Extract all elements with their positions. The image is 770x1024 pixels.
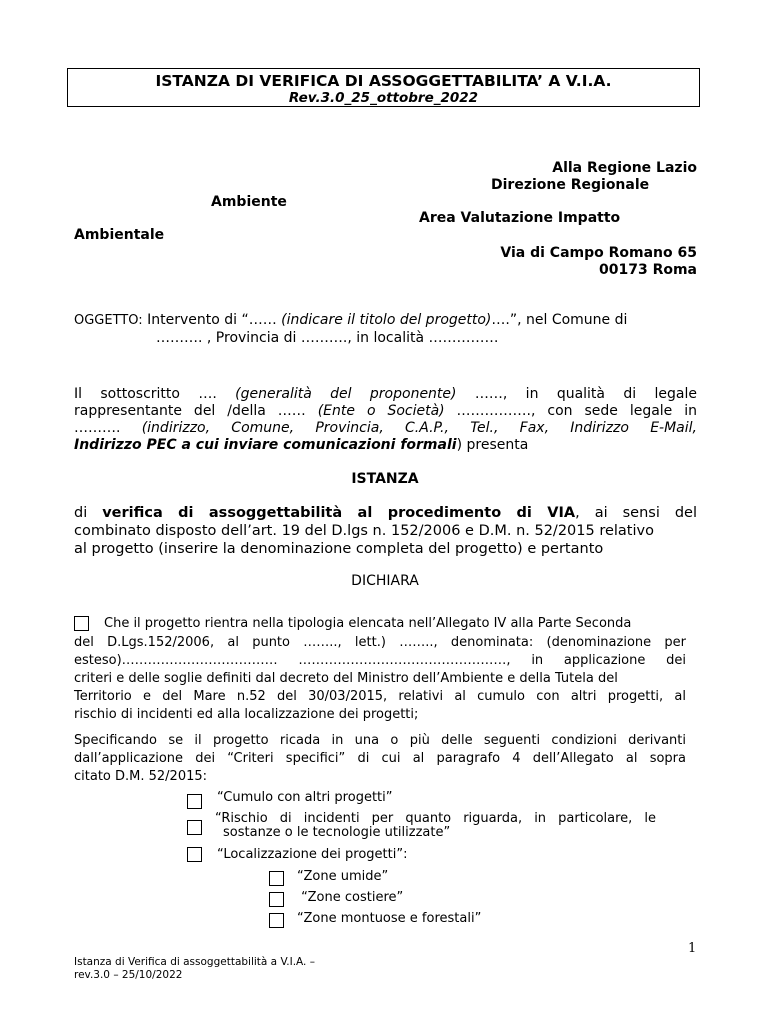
zone-umide-label: “Zone umide” [297, 869, 389, 884]
cumulo-checkbox[interactable] [187, 794, 202, 809]
declaration-line-4: criteri e delle soglie definiti dal decreto del Ministro dell’Ambiente e della Tutela del [74, 671, 618, 686]
recipient-line-5: Ambientale [74, 227, 165, 243]
dichiara-heading: DICHIARA [351, 573, 419, 589]
istanza-line-3: al progetto (inserire la denominazione completa del progetto) e pertanto [74, 541, 604, 557]
subject-line-1: OGGETTO: Intervento di “…… (indicare il titolo del progetto)….”, nel Comune di [74, 312, 628, 328]
specifying-line-2: dall’applicazione dei “Criteri specifici” di cui al paragrafo 4 dell’Allegato al sopra [74, 751, 686, 766]
rischio-label-line-1: “Rischio di incidenti per quanto riguarda, in particolare, le [215, 811, 656, 826]
zone-montuose-checkbox[interactable] [269, 913, 284, 928]
footer-line-1: Istanza di Verifica di assoggettabilità a V.I.A. – [74, 956, 315, 968]
recipient-line-7: 00173 Roma [598, 262, 697, 278]
recipient-line-1: Alla Regione Lazio [552, 160, 697, 176]
zone-montuose-label: “Zone montuose e forestali” [297, 911, 482, 926]
declaration-line-3: esteso)……………………………… …………………………………………, in applicazione dei [74, 653, 686, 668]
intro-line-4: Indirizzo PEC a cui inviare comunicazioni formali) presenta [74, 437, 529, 453]
declaration-line-1: Che il progetto rientra nella tipologia elencata nell’Allegato IV alla Parte Seconda [104, 616, 632, 631]
declaration-line-2: del D.Lgs.152/2006, al punto …….., lett.) …….., denominata: (denominazione per [74, 635, 686, 650]
zone-costiere-label: “Zone costiere” [297, 890, 404, 905]
declaration-line-6: rischio di incidenti ed alla localizzazione dei progetti; [74, 707, 419, 722]
istanza-heading: ISTANZA [351, 471, 419, 487]
recipient-line-2: Direzione Regionale [491, 177, 650, 193]
intro-line-2: rappresentante del /della …… (Ente o Società) ……………., con sede legale in [74, 403, 697, 419]
zone-umide-checkbox[interactable] [269, 871, 284, 886]
footer-line-2: rev.3.0 – 25/10/2022 [74, 969, 183, 981]
istanza-line-2: combinato disposto dell’art. 19 del D.lgs n. 152/2006 e D.M. n. 52/2015 relativo [74, 523, 654, 539]
istanza-line-1: di verifica di assoggettabilità al procedimento di VIA, ai sensi del [74, 505, 697, 521]
declaration-line-5: Territorio e del Mare n.52 del 30/03/2015, relativi al cumulo con altri progetti, al [74, 689, 686, 704]
page-number: 1 [688, 941, 697, 956]
localizzazione-label: “Localizzazione dei progetti”: [217, 847, 408, 862]
intro-line-1: Il sottoscritto …. (generalità del proponente) ……, in qualità di legale [74, 386, 697, 402]
localizzazione-checkbox[interactable] [187, 847, 202, 862]
recipient-line-6: Via di Campo Romano 65 [500, 245, 697, 261]
recipient-line-3: Ambiente [211, 194, 287, 210]
rischio-checkbox[interactable] [187, 820, 202, 835]
subject-label: OGGETTO: [74, 313, 143, 328]
cumulo-label: “Cumulo con altri progetti” [217, 790, 393, 805]
document-revision: Rev.3.0_25_ottobre_2022 [288, 90, 479, 106]
specifying-line-3: citato D.M. 52/2015: [74, 769, 208, 784]
specifying-line-1: Specificando se il progetto ricada in una o più delle seguenti condizioni derivanti [74, 733, 686, 748]
rischio-label-line-2: sostanze o le tecnologie utilizzate” [223, 825, 451, 840]
subject-line-2: ………. , Provincia di ………., in località …………… [156, 330, 499, 346]
document-title: ISTANZA DI VERIFICA DI ASSOGGETTABILITA’ A V.I.A. [155, 72, 612, 90]
zone-costiere-checkbox[interactable] [269, 892, 284, 907]
declaration-checkbox[interactable] [74, 616, 89, 631]
intro-line-3: ………. (indirizzo, Comune, Provincia, C.A.P., Tel., Fax, Indirizzo E-Mail, [74, 420, 697, 436]
title-box [67, 68, 700, 107]
recipient-line-4: Area Valutazione Impatto [419, 210, 621, 226]
